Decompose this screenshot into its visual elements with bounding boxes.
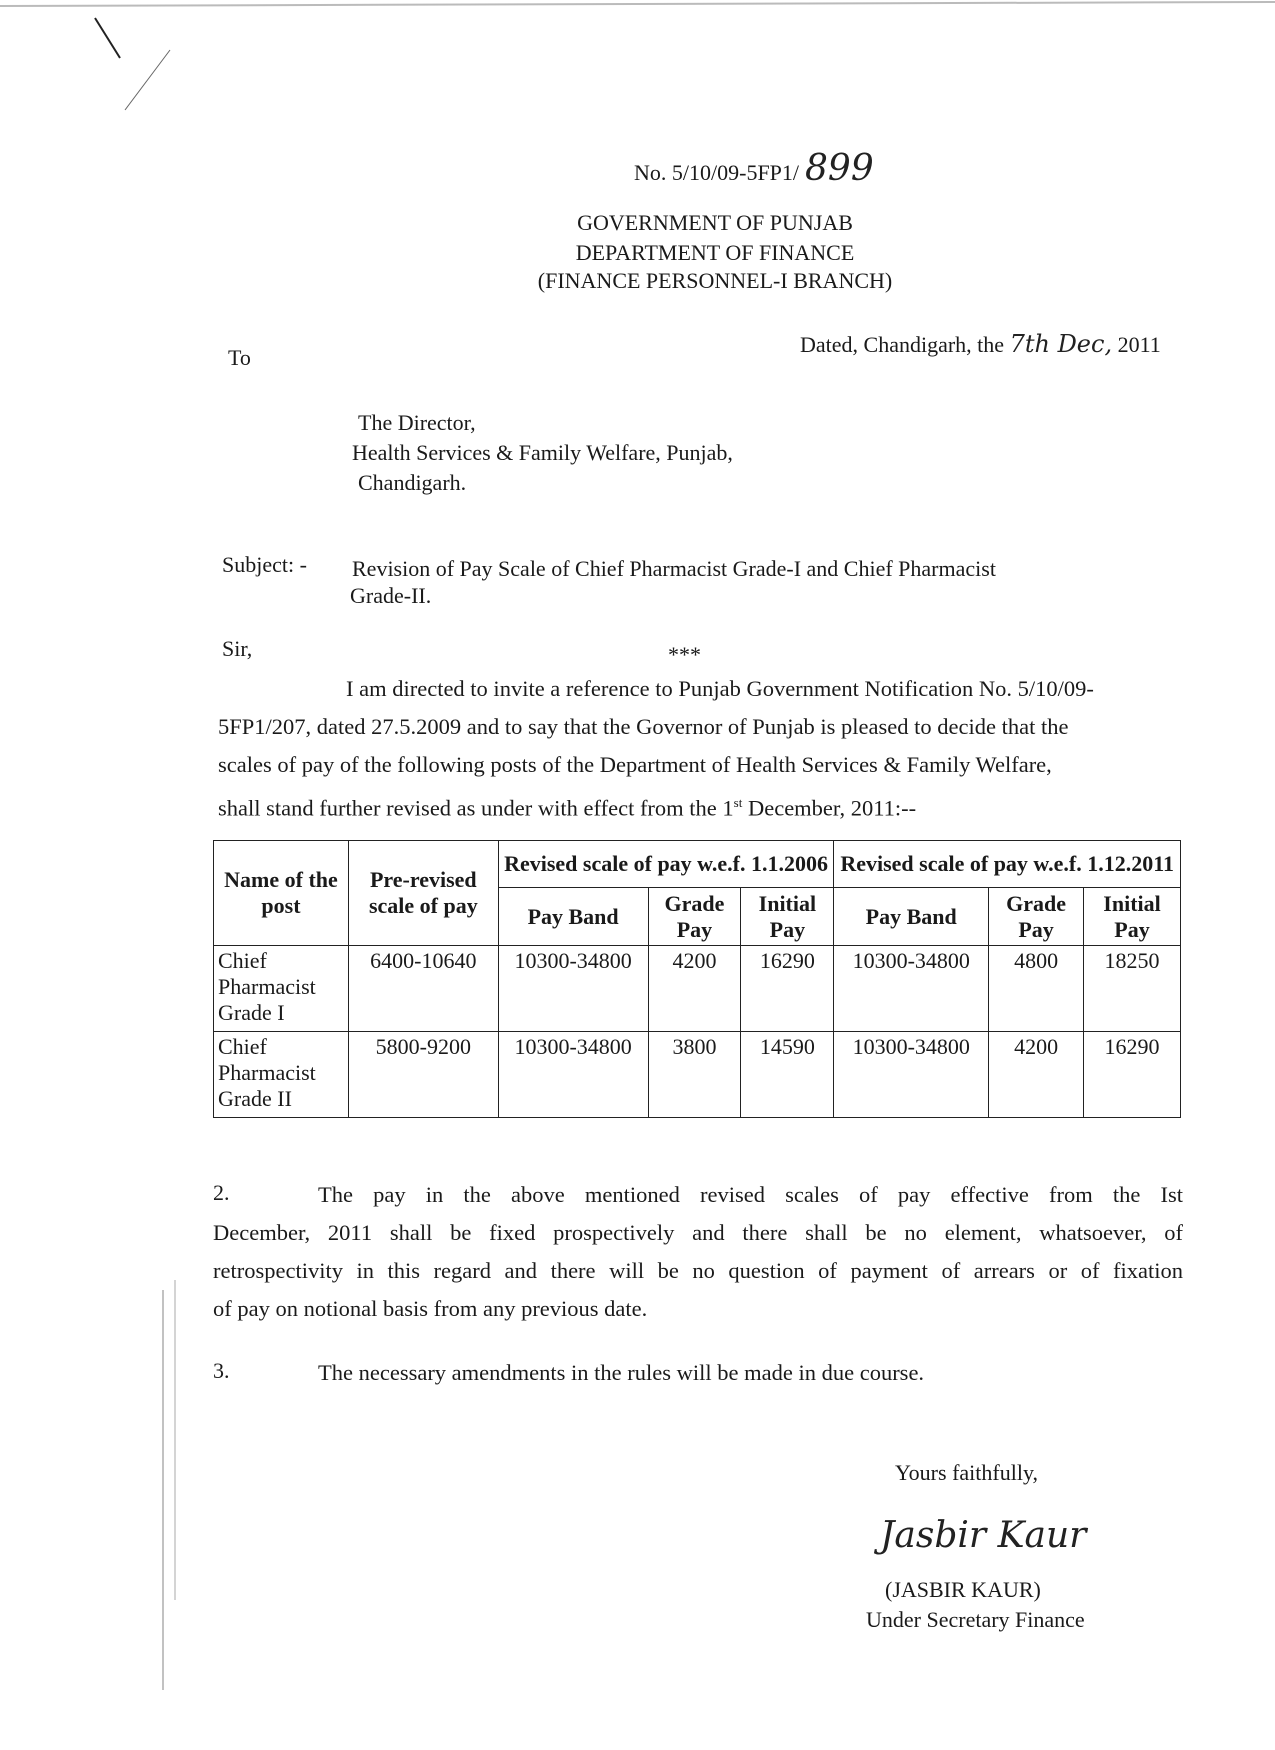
subject-line-1: Revision of Pay Scale of Chief Pharmacist Grade-I and Chief Pharmacist <box>352 556 996 581</box>
date-handwritten: 7th Dec, <box>1009 330 1113 358</box>
subject-label: Subject: - <box>222 552 307 577</box>
table-row <box>214 1032 1181 1118</box>
salutation: Sir, <box>222 636 253 661</box>
header-revised-2006: Revised scale of pay w.e.f. 1.1.2006 <box>498 841 834 888</box>
paragraph-2-line-3: retrospectivity in this regard and there will be no question of payment of arrears or of fixation <box>213 1258 1183 1283</box>
paragraph-2-number: 2. <box>213 1180 230 1205</box>
paragraph-1-line-1: I am directed to invite a reference to Punjab Government Notification No. 5/10/09- <box>346 676 1094 701</box>
cell-initial-pay-2011: 18250 <box>1084 946 1181 1032</box>
header-pre-revised: Pre-revised scale of pay <box>348 841 498 946</box>
signatory-name: (JASBIR KAUR) <box>885 1577 1041 1602</box>
cell-pre-revised: 6400-10640 <box>348 946 498 1032</box>
cell-post-name: Chief Pharmacist Grade I <box>214 946 349 1032</box>
header-grade-pay-2011: Grade Pay <box>989 888 1084 946</box>
cell-grade-pay-2006: 4200 <box>648 946 741 1032</box>
cell-pay-band-2011: 10300-34800 <box>834 1032 989 1118</box>
paragraph-2-line-1: The pay in the above mentioned revised scales of pay effective from the Ist <box>318 1182 1183 1207</box>
closing-yours-faithfully: Yours faithfully, <box>895 1460 1039 1485</box>
header-initial-pay-2011: Initial Pay <box>1084 888 1181 946</box>
paragraph-1-superscript: st <box>733 795 743 810</box>
to-label: To <box>228 345 251 370</box>
paragraph-1-line-4-a: shall stand further revised as under with effect from the 1 <box>218 795 734 821</box>
asterisks: *** <box>668 642 701 667</box>
header-grade-pay-2006: Grade Pay <box>648 888 741 946</box>
cell-initial-pay-2006: 16290 <box>741 946 834 1032</box>
header-pay-band-2011: Pay Band <box>834 888 989 946</box>
signatory-designation: Under Secretary Finance <box>866 1607 1085 1632</box>
paragraph-1-line-4-b: December, 2011:-- <box>742 795 917 821</box>
cell-initial-pay-2006: 14590 <box>741 1032 834 1118</box>
reference-number <box>634 148 874 189</box>
header-revised-2011: Revised scale of pay w.e.f. 1.12.2011 <box>834 841 1181 888</box>
table-row <box>214 946 1181 1032</box>
paragraph-1-line-4 <box>218 784 1193 828</box>
reference-number-printed: No. 5/10/09-5FP1/ <box>634 160 800 185</box>
date-year: 2011 <box>1117 332 1161 357</box>
addressee-line-1: The Director, <box>358 410 476 435</box>
cell-grade-pay-2011: 4200 <box>989 1032 1084 1118</box>
cell-pre-revised: 5800-9200 <box>348 1032 498 1118</box>
reference-number-handwritten: 899 <box>805 148 874 189</box>
header-initial-pay-2006: Initial Pay <box>741 888 834 946</box>
paragraph-3-number: 3. <box>213 1358 230 1383</box>
paragraph-2 <box>213 1176 1183 1328</box>
cell-pay-band-2006: 10300-34800 <box>498 946 648 1032</box>
signature: Jasbir Kaur <box>880 1515 1087 1556</box>
paragraph-1-line-3: scales of pay of the following posts of the Department of Health Services & Family Welfare, <box>218 752 1052 777</box>
pay-scale-table <box>213 840 1181 1118</box>
addressee-line-2: Health Services & Family Welfare, Punjab, <box>352 440 733 465</box>
org-line-2: DEPARTMENT OF FINANCE <box>575 240 855 265</box>
paragraph-2-line-4: of pay on notional basis from any previous date. <box>213 1296 648 1321</box>
paragraph-3-text: The necessary amendments in the rules will be made in due course. <box>318 1360 925 1385</box>
subject-line-2: Grade-II. <box>350 583 432 608</box>
paragraph-2-line-2: December, 2011 shall be fixed prospectively and there shall be no element, whatsoever, of <box>213 1220 1183 1245</box>
cell-grade-pay-2011: 4800 <box>989 946 1084 1032</box>
cell-grade-pay-2006: 3800 <box>648 1032 741 1118</box>
org-line-3: (FINANCE PERSONNEL-I BRANCH) <box>537 268 893 293</box>
paragraph-1-line-2: 5FP1/207, dated 27.5.2009 and to say that the Governor of Punjab is pleased to decide that the <box>218 714 1069 739</box>
cell-pay-band-2011: 10300-34800 <box>834 946 989 1032</box>
org-line-1: GOVERNMENT OF PUNJAB <box>577 210 853 235</box>
table-header-row-1 <box>214 841 1181 888</box>
date-line <box>800 330 1161 358</box>
paragraph-1 <box>218 670 1193 828</box>
addressee-line-3: Chandigarh. <box>358 470 467 495</box>
header-name-of-post: Name of the post <box>214 841 349 946</box>
cell-initial-pay-2011: 16290 <box>1084 1032 1181 1118</box>
cell-pay-band-2006: 10300-34800 <box>498 1032 648 1118</box>
date-prefix: Dated, Chandigarh, the <box>800 332 1005 357</box>
cell-post-name: Chief Pharmacist Grade II <box>214 1032 349 1118</box>
header-pay-band-2006: Pay Band <box>498 888 648 946</box>
